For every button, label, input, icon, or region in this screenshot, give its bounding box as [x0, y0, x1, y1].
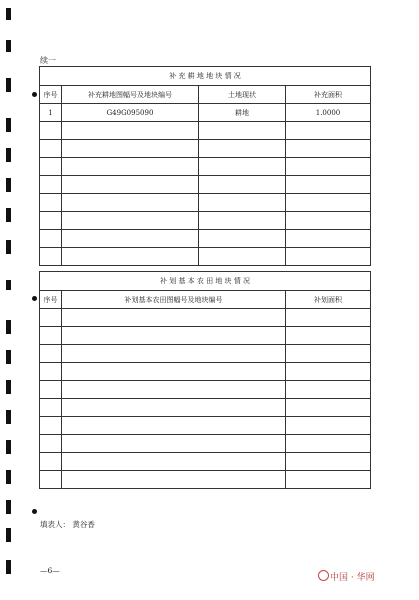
table-row [40, 435, 371, 453]
cell-index [40, 435, 62, 453]
col-header-area: 补划面积 [286, 291, 371, 309]
cell-land-status [199, 122, 286, 140]
cell-area: 1.0000 [286, 104, 371, 122]
watermark-logo: 中国 · 华网 [330, 573, 375, 583]
table-row [40, 327, 371, 345]
binding-mark [6, 8, 11, 20]
cell-map-parcel [62, 399, 286, 417]
table-row [40, 399, 371, 417]
cell-index [40, 381, 62, 399]
table-row [40, 381, 371, 399]
table-row [40, 309, 371, 327]
cell-map-parcel: G49G095090 [62, 104, 199, 122]
cell-area [286, 122, 371, 140]
cell-land-status [199, 158, 286, 176]
supplement-section-title: 补 充 耕 地 地 块 情 况 [40, 67, 371, 86]
cell-area [286, 345, 371, 363]
cell-index [40, 399, 62, 417]
punch-dot [32, 296, 37, 301]
cell-area [286, 417, 371, 435]
cell-area [286, 399, 371, 417]
table-row [40, 363, 371, 381]
cell-map-parcel [62, 122, 199, 140]
binding-mark [6, 470, 11, 484]
cell-index [40, 176, 62, 194]
continuation-label: 续一 [40, 56, 56, 65]
table-row [40, 471, 371, 489]
cell-land-status [199, 212, 286, 230]
cell-map-parcel [62, 309, 286, 327]
binding-mark [6, 410, 11, 424]
cell-area [286, 381, 371, 399]
cell-area [286, 176, 371, 194]
cell-area [286, 212, 371, 230]
table-row [40, 230, 371, 248]
binding-mark [6, 280, 11, 290]
cell-index [40, 363, 62, 381]
binding-mark [6, 78, 11, 92]
cell-index [40, 345, 62, 363]
binding-mark [6, 40, 11, 52]
cell-map-parcel [62, 345, 286, 363]
cell-land-status [199, 248, 286, 266]
table-row [40, 104, 371, 122]
cell-map-parcel [62, 248, 199, 266]
binding-mark [6, 118, 11, 132]
col-header-land-status: 土地现状 [199, 86, 286, 104]
cell-map-parcel [62, 363, 286, 381]
punch-dot [32, 509, 37, 514]
cell-index [40, 471, 62, 489]
cell-index [40, 194, 62, 212]
table-row [40, 212, 371, 230]
cell-index [40, 140, 62, 158]
cell-land-status: 耕地 [199, 104, 286, 122]
binding-mark [6, 320, 11, 334]
cell-map-parcel [62, 381, 286, 399]
cell-map-parcel [62, 417, 286, 435]
farmland-section-title: 补 划 基 本 农 田 地 块 情 况 [40, 272, 371, 291]
cell-area [286, 248, 371, 266]
cell-map-parcel [62, 471, 286, 489]
table-row [40, 417, 371, 435]
emblem-icon [318, 570, 329, 581]
binding-mark [6, 148, 11, 162]
cell-map-parcel [62, 176, 199, 194]
cell-area [286, 158, 371, 176]
cell-area [286, 194, 371, 212]
basic-farmland-table [39, 271, 371, 489]
binding-mark [6, 440, 11, 454]
cell-index: 1 [40, 104, 62, 122]
cell-map-parcel [62, 435, 286, 453]
filler-signature: 填表人： 黄谷香 [40, 520, 95, 529]
cell-index [40, 417, 62, 435]
cell-land-status [199, 176, 286, 194]
cell-index [40, 248, 62, 266]
binding-mark [6, 208, 11, 222]
table-row [40, 194, 371, 212]
col-header-map-parcel: 补划基本农田图幅号及地块编号 [62, 291, 286, 309]
cell-index [40, 327, 62, 345]
binding-mark [6, 500, 11, 514]
col-header-map-parcel: 补充耕地图幅号及地块编号 [62, 86, 199, 104]
punch-dot [32, 92, 37, 97]
cell-area [286, 230, 371, 248]
table-row [40, 176, 371, 194]
cell-index [40, 230, 62, 248]
cell-area [286, 309, 371, 327]
cell-area [286, 453, 371, 471]
cell-land-status [199, 194, 286, 212]
binding-mark [6, 350, 11, 364]
table-row [40, 345, 371, 363]
binding-mark [6, 240, 11, 254]
cell-map-parcel [62, 158, 199, 176]
table-row [40, 158, 371, 176]
col-header-area: 补充面积 [286, 86, 371, 104]
table-row [40, 140, 371, 158]
col-header-index: 序号 [40, 86, 62, 104]
cell-area [286, 140, 371, 158]
cell-area [286, 363, 371, 381]
cell-index [40, 309, 62, 327]
cell-land-status [199, 230, 286, 248]
cell-index [40, 212, 62, 230]
cell-map-parcel [62, 230, 199, 248]
cell-map-parcel [62, 194, 199, 212]
binding-mark [6, 528, 11, 542]
table-row [40, 453, 371, 471]
page-number: —6— [40, 566, 60, 575]
cell-index [40, 122, 62, 140]
table-row [40, 122, 371, 140]
cell-map-parcel [62, 212, 199, 230]
binding-mark [6, 380, 11, 394]
cell-map-parcel [62, 327, 286, 345]
cell-map-parcel [62, 453, 286, 471]
cell-index [40, 158, 62, 176]
cell-area [286, 471, 371, 489]
cell-area [286, 435, 371, 453]
cell-index [40, 453, 62, 471]
cell-area [286, 327, 371, 345]
binding-mark [6, 178, 11, 192]
binding-mark [6, 560, 11, 574]
col-header-index: 序号 [40, 291, 62, 309]
cell-map-parcel [62, 140, 199, 158]
cell-land-status [199, 140, 286, 158]
supplement-land-table [39, 66, 371, 266]
table-row [40, 248, 371, 266]
